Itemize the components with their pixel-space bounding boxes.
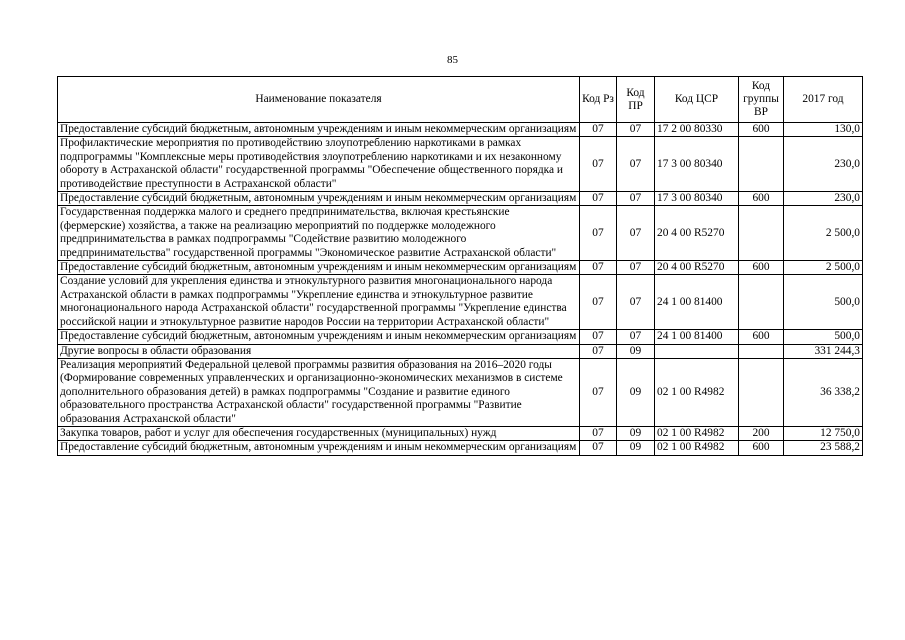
row-vr <box>739 358 784 426</box>
table-row <box>58 261 863 275</box>
row-csr: 20 4 00 R5270 <box>655 206 739 261</box>
row-vr <box>739 206 784 261</box>
row-amount: 130,0 <box>784 123 863 137</box>
row-amount: 230,0 <box>784 192 863 206</box>
row-vr: 200 <box>739 426 784 440</box>
row-amount: 331 244,3 <box>784 344 863 358</box>
row-name: Профилактические мероприятия по противодействию злоупотреблению наркотиками в рамках подпрограммы "Комплексные меры противодействия злоупотреблению наркотиками и их незаконному обороту в Астраханской области" государственной программы "Обеспечение общественного порядка и противодействие преступности в Астраханской области" <box>58 137 580 192</box>
row-rz: 07 <box>580 426 617 440</box>
row-csr: 02 1 00 R4982 <box>655 358 739 426</box>
row-pr: 07 <box>617 137 655 192</box>
table-row <box>58 137 863 192</box>
row-pr: 07 <box>617 192 655 206</box>
row-csr: 24 1 00 81400 <box>655 330 739 344</box>
row-vr <box>739 275 784 330</box>
row-pr: 07 <box>617 261 655 275</box>
row-vr: 600 <box>739 192 784 206</box>
row-amount: 36 338,2 <box>784 358 863 426</box>
row-amount: 230,0 <box>784 137 863 192</box>
row-vr <box>739 137 784 192</box>
header-year: 2017 год <box>784 77 863 123</box>
row-csr: 17 2 00 80330 <box>655 123 739 137</box>
row-csr: 02 1 00 R4982 <box>655 426 739 440</box>
header-pr: Код ПР <box>617 77 655 123</box>
row-name: Создание условий для укрепления единства и этнокультурного развития многонационального народа Астраханской области в рамках подпрограммы "Укрепление единства и этнокультурное развитие многонационального народа Астраханской области" государственной программы "Укрепление единства российской нации и этнокультурное развитие народов России на территории Астраханской области" <box>58 275 580 330</box>
row-amount: 23 588,2 <box>784 441 863 455</box>
row-rz: 07 <box>580 330 617 344</box>
table-header-row <box>58 77 863 123</box>
row-vr: 600 <box>739 123 784 137</box>
header-name: Наименование показателя <box>58 77 580 123</box>
row-amount: 2 500,0 <box>784 206 863 261</box>
table-row <box>58 344 863 358</box>
table-row <box>58 330 863 344</box>
row-amount: 500,0 <box>784 275 863 330</box>
row-name: Предоставление субсидий бюджетным, автономным учреждениям и иным некоммерческим организациям <box>58 261 580 275</box>
row-rz: 07 <box>580 206 617 261</box>
row-rz: 07 <box>580 358 617 426</box>
table-row <box>58 123 863 137</box>
row-pr: 09 <box>617 358 655 426</box>
table-row <box>58 192 863 206</box>
row-vr: 600 <box>739 441 784 455</box>
row-rz: 07 <box>580 192 617 206</box>
row-pr: 07 <box>617 330 655 344</box>
row-csr: 17 3 00 80340 <box>655 192 739 206</box>
row-vr <box>739 344 784 358</box>
table-row <box>58 358 863 426</box>
row-name: Реализация мероприятий Федеральной целевой программы развития образования на 2016–2020 годы (Формирование современных управленческих и организационно-экономических механизмов в системе дополнительного образования детей) в рамках подпрограммы "Создание и развитие единого образовательного пространства Астраханской области" государственной программы "Развитие образования Астраханской области" <box>58 358 580 426</box>
row-amount: 500,0 <box>784 330 863 344</box>
row-csr: 24 1 00 81400 <box>655 275 739 330</box>
row-name: Предоставление субсидий бюджетным, автономным учреждениям и иным некоммерческим организациям <box>58 441 580 455</box>
row-csr: 20 4 00 R5270 <box>655 261 739 275</box>
header-vr: Код группы ВР <box>739 77 784 123</box>
row-pr: 07 <box>617 206 655 261</box>
table-row <box>58 206 863 261</box>
table-row <box>58 441 863 455</box>
table-row <box>58 275 863 330</box>
row-name: Государственная поддержка малого и среднего предпринимательства, включая крестьянские (фермерские) хозяйства, а также на реализацию мероприятий по поддержке молодежного предпринимательства в рамках подпрограммы "Содействие развитию молодежного предпринимательства" государственной программы "Экономическое развитие Астраханской области" <box>58 206 580 261</box>
budget-table <box>57 76 863 456</box>
row-rz: 07 <box>580 137 617 192</box>
row-pr: 07 <box>617 123 655 137</box>
row-name: Предоставление субсидий бюджетным, автономным учреждениям и иным некоммерческим организациям <box>58 192 580 206</box>
row-amount: 12 750,0 <box>784 426 863 440</box>
table-row <box>58 426 863 440</box>
row-csr <box>655 344 739 358</box>
row-vr: 600 <box>739 330 784 344</box>
row-name: Другие вопросы в области образования <box>58 344 580 358</box>
row-name: Предоставление субсидий бюджетным, автономным учреждениям и иным некоммерческим организациям <box>58 330 580 344</box>
row-csr: 02 1 00 R4982 <box>655 441 739 455</box>
row-amount: 2 500,0 <box>784 261 863 275</box>
row-pr: 09 <box>617 441 655 455</box>
row-rz: 07 <box>580 261 617 275</box>
row-pr: 09 <box>617 344 655 358</box>
row-vr: 600 <box>739 261 784 275</box>
header-rz: Код Рз <box>580 77 617 123</box>
row-rz: 07 <box>580 123 617 137</box>
row-name: Предоставление субсидий бюджетным, автономным учреждениям и иным некоммерческим организациям <box>58 123 580 137</box>
row-pr: 09 <box>617 426 655 440</box>
row-pr: 07 <box>617 275 655 330</box>
row-csr: 17 3 00 80340 <box>655 137 739 192</box>
row-rz: 07 <box>580 275 617 330</box>
page-number: 85 <box>447 54 458 66</box>
row-rz: 07 <box>580 344 617 358</box>
row-rz: 07 <box>580 441 617 455</box>
header-csr: Код ЦСР <box>655 77 739 123</box>
row-name: Закупка товаров, работ и услуг для обеспечения государственных (муниципальных) нужд <box>58 426 580 440</box>
